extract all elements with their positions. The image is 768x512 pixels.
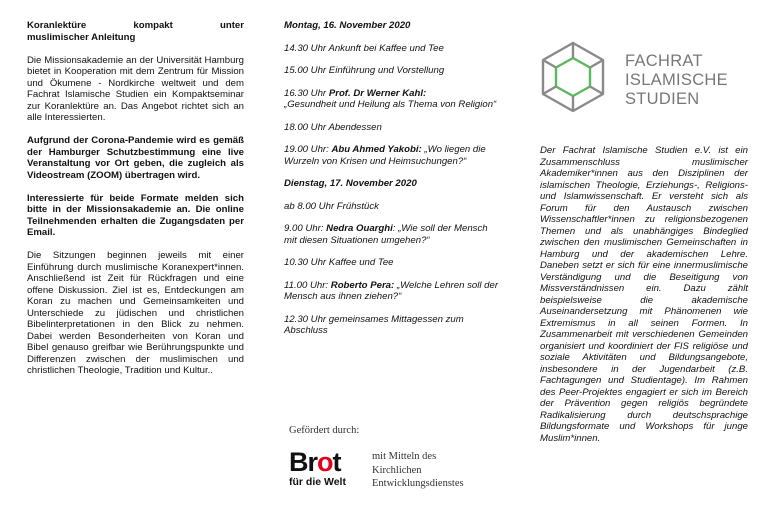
program-item: [284, 88, 502, 111]
item-topic: „Welche Lehren soll der Mensch aus ihnen ziehen?“: [284, 279, 499, 302]
item-topic: : „Wie soll der Mensch mit diesen Situationen umgehen?“: [284, 223, 488, 246]
item-topic: „Wo liegen die Wurzeln von Krisen und Heimsuchungen?“: [284, 144, 486, 167]
right-column: [540, 145, 748, 444]
left-column: [27, 20, 244, 388]
fachrat-wordmark: [625, 52, 728, 109]
wordmark-line-3: STUDIEN: [625, 90, 700, 108]
program-item: [284, 144, 502, 167]
wordmark-line-2: ISLAMISCHE: [625, 71, 728, 89]
item-time: 11.00 Uhr:: [284, 279, 331, 291]
intro-paragraph: Die Missionsakademie an der Universität Hamburg bietet in Kooperation mit dem Zentrum für Mission und Ökumene - Nordkirche weltweit und dem Fachrat Islamische Studien ein Kompaktseminar zur Koranlektüre an. Das Angebot richtet sich an alle Interessierten.: [27, 54, 244, 123]
item-speaker: Nedra Ouarghi: [326, 223, 393, 234]
item-speaker: Roberto Pera:: [330, 279, 395, 291]
item-time: 19.00 Uhr:: [284, 144, 332, 155]
program-item: 14.30 Uhr Ankunft bei Kaffee und Tee: [284, 42, 444, 54]
sessions-paragraph: Die Sitzungen beginnen jeweils mit einer Einführung durch muslimische Koranexpert*innen. Anschließend ist Zeit für Rückfragen und eine offene Diskussion. Ziel ist es, Entdeckungen am Koran zu machen und Gemeinsamkeiten und Unterschiede zu jüdischen und christlichen Bibelinterpretationen in den Blick zu nehmen. Dabei werden Besonderheiten von Koran und Bibel genauso greifbar wie Berührungspunkte und Differenzen zwischen der muslimischen und christlichen Theologie, Tradition und Kultur..: [27, 250, 244, 376]
brot-subtitle: für die Welt: [289, 476, 346, 488]
fachrat-hexagon-logo-icon: [537, 40, 609, 114]
day-1-heading: Montag, 16. November 2020: [284, 20, 411, 31]
funds-line-2: Kirchlichen: [372, 464, 422, 476]
item-time: 9.00 Uhr:: [284, 223, 327, 234]
brot-fuer-die-welt-logo: [289, 449, 359, 489]
program-item: [284, 280, 502, 303]
item-speaker: Prof. Dr Werner Kahl:: [328, 87, 427, 99]
funds-text: [372, 450, 512, 491]
brot-wordmark: [289, 447, 341, 478]
program-item: 12.30 Uhr gemeinsames Mittagessen zum Abschluss: [284, 313, 464, 336]
program-item: [284, 223, 502, 246]
item-speaker: Abu Ahmed Yakobi:: [331, 144, 422, 155]
funds-line-3: Entwicklungsdienstes: [372, 478, 464, 489]
fachrat-description: Der Fachrat Islamische Studien e.V. ist ein Zusammenschluss muslimischer Akademiker*innen aus den Disziplinen der islamischen Theologie, Erziehungs-, Religions- und Islamwissenschaft. Er versteht sich als Forum für den Austausch zwischen Wissenschaftler*innen zu religionsbezogenen Themen und als unabhängiges Bindeglied zwischen den muslimischen Gemeinschaften in Hamburg und der akademischen Lehre. Daneben setzt er sich für eine innermuslimische Verständigung und die Beseitigung von Missverständnissen ein. Dazu zählt beispielsweise die akademische Auseinandersetzung mit Phänomenen wie Extremismus in all seinen Formen. In Zusammenarbeit mit verschiedenen Gemeinden organisiert und koordiniert der FIS religiöse und soziale Aktivitäten und Bildungsangebote, insbesondere in der Jugendarbeit (z.B. Fachtagungen und Studientage). Im Rahmen des Peer-Projektes engagiert er sich im Bereich der Prävention gegen religiös begründete Radikalisierung durch deutschsprachige Bildungsformate und Workshops für junge Muslim*innen.: [540, 145, 748, 444]
funds-line-1: mit Mitteln des: [372, 451, 437, 462]
program-item: 15.00 Uhr Einführung und Vorstellung: [284, 65, 445, 76]
seminar-title: [27, 20, 244, 43]
brot-letter-end: t: [332, 447, 341, 477]
program-item: 10.30 Uhr Kaffee und Tee: [284, 257, 394, 268]
item-topic: „Gesundheit und Heilung als Thema von Religion“: [284, 99, 497, 110]
program-item: ab 8.00 Uhr Frühstück: [284, 200, 379, 212]
title-word-2: kompakt: [133, 20, 173, 31]
program-column: [284, 20, 502, 348]
corona-notice: Aufgrund der Corona-Pandemie wird es gemäß der Hamburger Schutzbestimmung eine live Veranstaltung vor Ort geben, die zugleich als Videostream (ZOOM) übertragen wird.: [27, 135, 244, 181]
title-word-1: Koranlektüre: [27, 20, 87, 31]
registration-notice: Interessierte für beide Formate melden sich bitte in der Missionsakademie an. Die online Teilnehmenden erhalten die Zugangsdaten per Email.: [27, 192, 244, 238]
day-2-heading: Dienstag, 17. November 2020: [284, 178, 417, 189]
item-time: 16.30 Uhr: [284, 87, 329, 99]
brot-letters-start: Br: [289, 447, 318, 477]
program-item: 18.00 Uhr Abendessen: [284, 121, 382, 133]
title-line-2: muslimischer Anleitung: [27, 31, 136, 43]
funded-by-label: Gefördert durch:: [289, 425, 360, 436]
title-word-3: unter: [220, 20, 244, 31]
brot-letter-o: o: [317, 447, 333, 477]
wordmark-line-1: FACHRAT: [625, 52, 703, 70]
